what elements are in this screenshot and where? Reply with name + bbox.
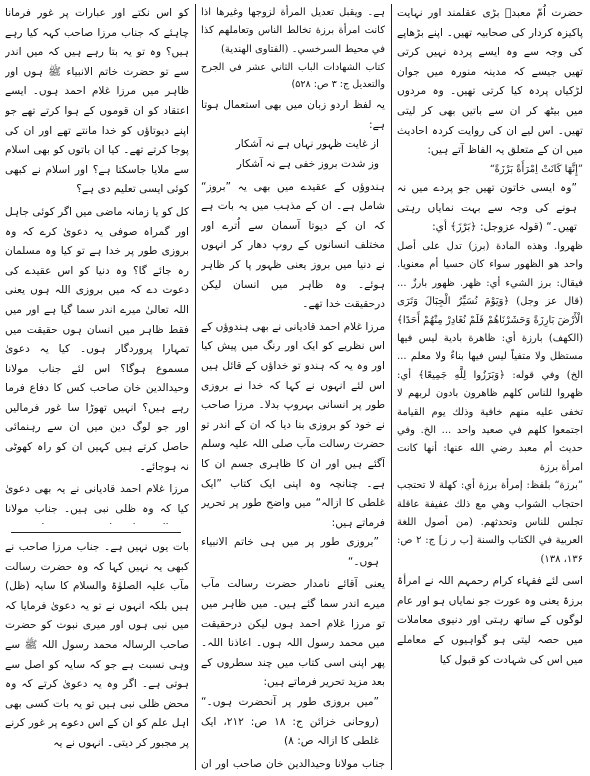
col-right-paragraph: ”وہ ایسی خاتون تھیں جو پردے میں نہ ہونے کی وجہ سے بہت نمایاں رہتی تھیں۔“ (قولہ عزوجل: ﴿بَرْزَ﴾ أي: xyxy=(397,182,577,234)
col-middle-paragraph: یہ لفظ اردو زبان میں بھی استعمال ہوتا ہے: xyxy=(201,99,385,131)
col-right-paragraph: ”برزة“ بلفظ: إمرأة برزة أي: كهلة لا تحتجب احتجاب الشواب وهي مع ذلك عفيفة عاقلة تجلس للناس وتحدثهم. (من أصول اللغة العربية في الكتاب والسنة [ب ر ز] ج: ۲ ص: ۱۳۶، ۱۳۸) xyxy=(397,480,583,565)
col-middle-paragraph: ”میں بروزی طور پر آنحضرت ہوں۔“ (روحانی خزائن ج: ۱۸ ص: ۲۱۲، ایک غلطی کا ازالہ ص: ۸) xyxy=(201,696,379,748)
column-divider-right xyxy=(391,4,392,770)
col-right-paragraph: ظهروا. وهذه المادة (برز) تدل على أصل واحد هو الظهور سواء كان حسيا أم معنويا. فيقال: برز الشيء أي: ظهر. ظهور بارزٌ ... (قال عز وجل) ﴿وَيَوْمَ نُسَيِّرُ الْجِبَالَ وَتَرَى الْأَرْضَ بَارِزَةً وَحَشَرْنَاهُمْ فَلَمْ نُغَادِرْ مِنْهُمْ أَحَدًا﴾ (الكهف) بارزة أي: ظاهرة بادية ليس فيها مستظل ولا متفياً ليس فيها بناءٌ ولا معلم ... الخ) وفي قوله: ﴿وَبَرَزُوا لِلَّهِ جَمِيعًا﴾ أي: ظهروا للناس كلهم ظاهرون بادون لربهم لا تخفى عليه منهم خافية وذلك يوم القيامة اجتمعوا كلهم في صعيد واحد ... الخ. وفي حديث أم معبد رضي الله عنها: أنها كانت امرأة برزة xyxy=(397,240,583,473)
col-left-top-paragraph: مرزا غلام احمد قادیانی نے یہ بھی دعویٰ کیا کہ وہ ظلی نبی ہیں۔ جناب مولانا xyxy=(5,483,189,515)
col-middle-paragraph: مرزا غلام احمد قادیانی نے بھی ہندوؤں کے اس نظریے کو ایک اور رنگ میں پیش کیا اور وہ یہ کہ ہندو تو خداؤں کے قائل ہیں اس لئے انہوں نے کہا کہ خدا نے بروزی طور پر انسانی بہروپ بدلا۔ مرزا صاحب نے خود کو بروزی بنا دیا کہ ان کے اندر تو حضرت رسالت مآب صلی اللہ علیہ وسلم آگئے ہیں اور ان کا ظاہری جسم ان کا ہے۔ چنانچہ وہ اپنی ایک کتاب ”ایک غلطی کا ازالہ“ میں واضح طور پر تحریر فرماتے ہیں: xyxy=(201,320,385,529)
col-middle-paragraph: كتاب الشهادات الباب الثاني عشر في الجرح والتعديل ج: ۳ ص: ۵۲۸) xyxy=(201,62,385,91)
column-divider-left xyxy=(195,4,196,770)
col-middle-paragraph: ہندوؤں کے عقیدے میں بھی یہ ”بروز“ شامل ہے۔ ان کے مذہب میں یہ بات ہے کہ ان کے دیوتا آسمان سے اُترے اور مختلف انسانوں کے روپ دھار کر انہوں نے دنیا میں بروز یعنی ظہور پا کر ظاہر ہوئے۔ وہ ظاہر میں انسان لیکن درحقیقت خدا تھے۔ xyxy=(201,180,385,311)
col-right-paragraph: اسی لئے فقہاء کرام رحمہم اللہ نے امرأۃ برزۃ یعنی وہ عورت جو نمایاں ہو اور عام لوگوں کے ساتھ رہتی اور دنیوی معاملات میں حصہ لیتی ہو گواہیوں کے معاملے میں اس کی شہادت کو قبول کیا xyxy=(397,575,583,666)
col-middle-paragraph: وز شدت بروز خفی ہے نہ آشکار xyxy=(236,158,379,170)
column-left-top xyxy=(5,4,189,524)
column-right xyxy=(397,4,583,770)
article-page xyxy=(5,4,585,770)
col-middle-paragraph: یعنی آقائے نامدار حضرت رسالت مآب میرے اندر سما گئے ہیں۔ میں ظاہر میں تو مرزا غلام احمد ہوں لیکن درحقیقت میں محمد رسول اللہ ہوں۔ اعاذنا اللہ۔ پھر اپنی اسی کتاب میں چند سطروں کے بعد مزید تحریر فرماتے ہیں: xyxy=(201,578,385,689)
col-middle-paragraph: ہے۔ ويقبل تعديل المرأة لزوجها وغيرها اذا كانت امرأة برزة تخالط الناس وتعاملهم كذا في محيط السرخسي۔ (الفتاوى الهندية) xyxy=(201,7,385,55)
col-middle-paragraph: از غایت ظہور نہاں ہے نہ آشکار xyxy=(235,138,379,151)
section-separator xyxy=(11,532,181,533)
col-right-paragraph: ”إِنَّهَا كَانَتْ اِمْرَأَةً بَرْزَةً“ xyxy=(489,163,583,175)
col-middle-paragraph: ”بروزی طور پر میں ہی خاتم الانبیاء ہوں۔“ xyxy=(201,536,379,568)
col-middle-paragraph: جناب مولانا وحیدالدین خان صاحب اور ان xyxy=(201,757,385,770)
col-left-top-paragraph: کل کو یا زمانہ ماضی میں اگر کوئی جاہل اور گمراہ صوفی یہ دعویٰ کرے کہ وہ بروزی طور پر خدا ہے تو کیا وہ مسلمان رہ جائے گا؟ وہ دنیا کو اس عقیدے کی دعوت دے کہ میں بروزی اللہ ہوں یعنی اللہ تعالیٰ میرے اندر سما گیا ہے اور میں فقط ظاہر میں انسان ہوں حقیقت میں تمہارا پروردگار ہوں۔ کیا یہ دعویٰ مسموع ہوگا؟ اس لئے جناب مولانا وحیدالدین خان صاحب کس کا دفاع فرما رہے ہیں؟ انہیں تھوڑا سا غور فرمالیں اور جو لوگ دین میں ان سے رہنمائی حاصل کرتے ہیں کہیں ان کو راہ کھوٹی نہ ہوجائے۔ xyxy=(5,205,189,473)
col-left-bottom-paragraph: بات یوں نہیں ہے۔ جناب مرزا صاحب نے کبھی یہ نہیں کہا کہ وہ حضرت رسالت مآب علیہ الصلوٰۃ والسلام کا سایہ (ظل) ہیں بلکہ انہوں نے تو یہ دعویٰ فرمایا کہ میں نبی ہوں اور میری نبوت کو حضرت صاحب الرسالہ محمد رسول اللہ ﷺ سے وہی نسبت ہے جو کہ سایہ کو اصل سے ہوتی ہے۔ اگر وہ یہ دعویٰ کرتے کہ وہ محض ظلی نبی ہیں تو یہ بات کسی بھی اہل علم کو ان کے اس دعوے پر غور کرنے پر مجبور کر دیتی۔ انہوں نے یہ xyxy=(5,541,189,749)
col-left-top-paragraph: کو اس نکتے اور عبارات پر غور فرمانا چاہئے کہ جناب مرزا صاحب کہہ کیا رہے ہیں؟ وہ تو یہ بتا رہے ہیں کہ میں اندر سے تو حضرت خاتم الانبیاء ﷺ ہوں اور ظاہر میں مرزا غلام احمد ہوں۔ ایسے اعتقاد کو ان قوموں کے ہوا کرتے تھے جو اپنے دیوتاؤں کو خدا مانتے تھے اور ان کی پوجا کرتے تھے۔ کیا ان باتوں کو بھی اسلام سے ملایا جاسکتا ہے؟ اور اسلام نے کبھی کوئی ایسی تعلیم دی ہے؟ xyxy=(5,7,189,196)
column-middle xyxy=(201,4,385,770)
column-left-bottom xyxy=(5,538,189,770)
col-right-paragraph: حضرت اُمّ معبدؓ بڑی عقلمند اور نہایت پاکیزہ کردار کی صحابیہ تھیں۔ اپنے بڑھاپے کی وجہ سے وہ ایسے پردہ نہیں کرتی تھیں جیسے کہ مدینہ منورہ میں جوان لڑکیاں پردہ کیا کرتی تھیں۔ وہ مردوں میں بیٹھ کر ان سے باتیں بھی کر لیتی تھیں۔ اس لیے ان کی روایت کردہ احادیث میں ان کے متعلق یہ الفاظ آتے ہیں: xyxy=(397,7,583,157)
